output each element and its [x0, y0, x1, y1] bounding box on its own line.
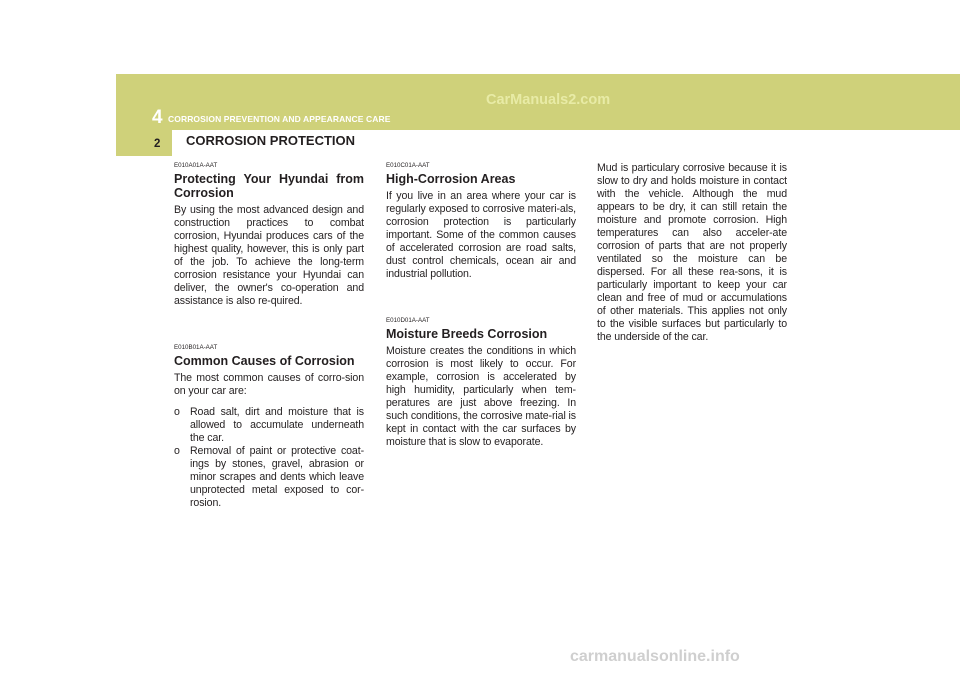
watermark-top[interactable]: CarManuals2.com: [486, 92, 611, 108]
section-heading: Protecting Your Hyundai from Corrosion: [174, 172, 364, 200]
chapter-title: CORROSION PREVENTION AND APPEARANCE CARE: [168, 114, 391, 124]
section-code: E010B01A-AAT: [174, 344, 218, 351]
header-band-tab: [116, 130, 172, 156]
list-item: o Removal of paint or protective coat-ings by stones, gravel, abrasion or minor scrapes and dents which leave unprotected metal exposed to cor-rosion.: [174, 445, 364, 509]
column-middle: [386, 162, 576, 449]
section-code: E010C01A-AAT: [386, 162, 430, 169]
causes-list: [174, 406, 364, 510]
chapter-number: 4: [152, 107, 163, 128]
section-code: E010A01A-AAT: [174, 162, 218, 169]
section-heading: Moisture Breeds Corrosion: [386, 327, 548, 341]
section-body: If you live in an area where your car is regularly exposed to corrosive materi-als, corrosion protection is particularly important. Some of the common causes of accelerated corrosion are road salts, dust control chemicals, ocean air and industrial pollution.: [386, 190, 576, 280]
watermark-bottom[interactable]: carmanualsonline.info: [570, 648, 740, 665]
bullet-marker: o: [174, 445, 180, 457]
section-body: The most common causes of corro-sion on your car are:: [174, 372, 364, 397]
section-body: By using the most advanced design and construction practices to combat corrosion, Hyundai produces cars of the highest quality, however, this is only part of the job. To achieve the long-term corrosion resistance your Hyundai can deliver, the owner's co-operation and assistance is also re-quired.: [174, 204, 364, 307]
column-left: [174, 162, 364, 510]
section-title: CORROSION PROTECTION: [186, 133, 356, 148]
list-item: o Road salt, dirt and moisture that is allowed to accumulate underneath the car.: [174, 406, 364, 444]
section-heading: Common Causes of Corrosion: [174, 354, 355, 368]
section-heading: High-Corrosion Areas: [386, 172, 516, 186]
section-code: E010D01A-AAT: [386, 317, 430, 324]
page-number: 2: [154, 138, 161, 150]
column-right: [597, 162, 787, 344]
section-body: Mud is particulary corrosive because it is slow to dry and holds moisture in contact with the vehicle. Although the mud appears to be dry, it can still retain the moisture and promote corrosion. High temperatures can also acceler-ate corrosion of parts that are not properly ventilated so the moisture can be dispersed. For all these rea-sons, it is particularly important to keep your car clean and free of mud or accumulations of other materials. This applies not only to the visible surfaces but particularly to the underside of the car.: [597, 162, 787, 343]
bullet-marker: o: [174, 406, 180, 418]
section-body: Moisture creates the conditions in which corrosion is most likely to occur. For example, corrosion is accelerated by high humidity, particularly when tem-peratures are just above freezing. In such conditions, the corrosive mate-rial is kept in contact with the car surfaces by moisture that is slow to evaporate.: [386, 345, 576, 448]
